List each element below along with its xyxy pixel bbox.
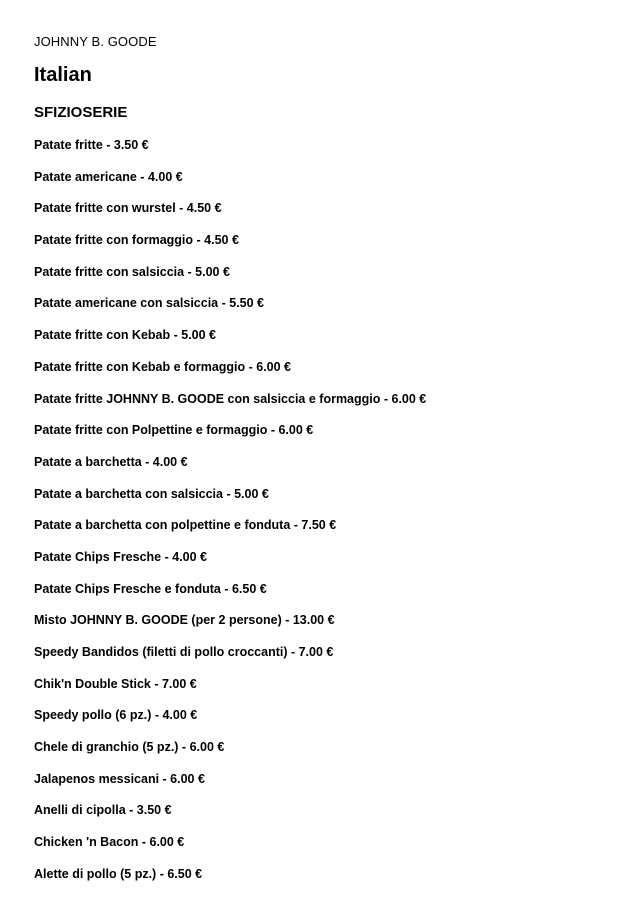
menu-item: Jalapenos messicani - 6.00 € xyxy=(34,771,205,786)
menu-item: Patate a barchetta con salsiccia - 5.00 € xyxy=(34,486,269,501)
menu-item: Misto JOHNNY B. GOODE (per 2 persone) - 13.00 € xyxy=(34,613,335,628)
menu-item-list xyxy=(34,137,426,898)
menu-item: Speedy pollo (6 pz.) - 4.00 € xyxy=(34,708,198,723)
menu-item: Patate fritte con Polpettine e formaggio - 6.00 € xyxy=(34,423,314,438)
section-heading: SFIZIOSERIE xyxy=(34,104,128,121)
menu-item: Patate a barchetta con polpettine e fonduta - 7.50 € xyxy=(34,518,337,533)
menu-item: Patate Chips Fresche - 4.00 € xyxy=(34,549,207,564)
menu-item: Patate Chips Fresche e fonduta - 6.50 € xyxy=(34,581,267,596)
menu-item: Patate a barchetta - 4.00 € xyxy=(34,454,188,469)
menu-page xyxy=(34,0,640,905)
menu-item: Patate fritte con formaggio - 4.50 € xyxy=(34,233,239,248)
menu-item: Patate americane con salsiccia - 5.50 € xyxy=(34,296,264,311)
menu-item: Patate fritte con Kebab - 5.00 € xyxy=(34,328,217,343)
menu-item: Chik'n Double Stick - 7.00 € xyxy=(34,676,197,691)
menu-item: Patate fritte con Kebab e formaggio - 6.00 € xyxy=(34,359,292,374)
menu-item: Patate fritte - 3.50 € xyxy=(34,138,149,152)
menu-item: Patate americane - 4.00 € xyxy=(34,169,183,184)
menu-item: Chele di granchio (5 pz.) - 6.00 € xyxy=(34,740,225,755)
menu-item: Chicken 'n Bacon - 6.00 € xyxy=(34,835,185,850)
menu-item: Speedy Bandidos (filetti di pollo croccanti) - 7.00 € xyxy=(34,645,334,659)
menu-item: Patate fritte con salsiccia - 5.00 € xyxy=(34,264,230,279)
menu-item: Patate fritte con wurstel - 4.50 € xyxy=(34,201,222,216)
menu-item: Alette di pollo (5 pz.) - 6.50 € xyxy=(34,866,203,881)
menu-item: Patate fritte JOHNNY B. GOODE con salsiccia e formaggio - 6.00 € xyxy=(34,391,427,406)
menu-item: Anelli di cipolla - 3.50 € xyxy=(34,803,172,818)
cuisine-heading: Italian xyxy=(34,64,92,86)
restaurant-name: JOHNNY B. GOODE xyxy=(34,34,157,49)
